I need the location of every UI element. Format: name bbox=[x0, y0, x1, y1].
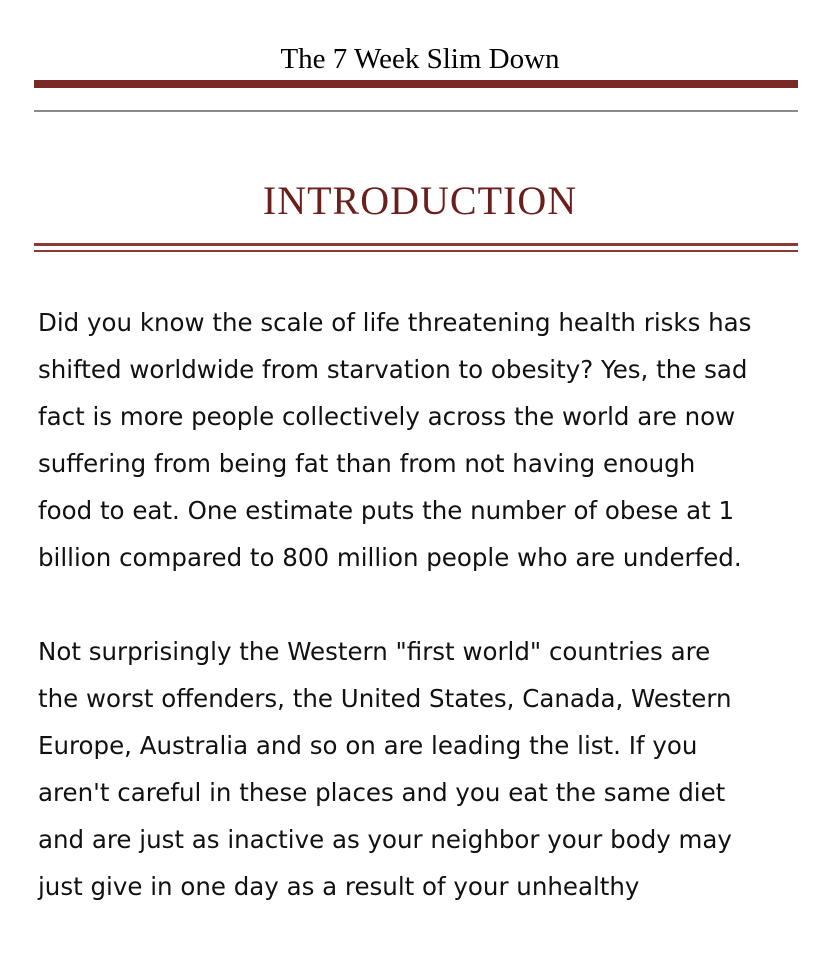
header-rule-thick bbox=[34, 80, 798, 88]
text-line: billion compared to 800 million people who are underfed. bbox=[38, 543, 742, 572]
text-line: Did you know the scale of life threatening health risks has bbox=[38, 308, 752, 337]
text-line: the worst offenders, the United States, Canada, Western bbox=[38, 684, 732, 713]
text-line: fact is more people collectively across the world are now bbox=[38, 402, 736, 431]
running-header: The 7 Week Slim Down bbox=[280, 43, 560, 75]
paragraph-2 bbox=[38, 628, 818, 910]
text-line: and are just as inactive as your neighbor your body may bbox=[38, 825, 732, 854]
text-line: food to eat. One estimate puts the number of obese at 1 bbox=[38, 496, 735, 525]
body-text bbox=[38, 299, 818, 957]
title-rule-upper bbox=[34, 243, 798, 246]
text-line: Europe, Australia and so on are leading the list. If you bbox=[38, 731, 698, 760]
header-rule-thin bbox=[34, 110, 798, 112]
paragraph-1 bbox=[38, 299, 818, 581]
text-line: just give in one day as a result of your unhealthy bbox=[38, 872, 640, 901]
title-rule-lower bbox=[34, 250, 798, 252]
chapter-title: INTRODUCTION bbox=[262, 178, 578, 223]
text-line: aren't careful in these places and you eat the same diet bbox=[38, 778, 726, 807]
text-line: Not surprisingly the Western "first world" countries are bbox=[38, 637, 711, 666]
text-line: suffering from being fat than from not having enough bbox=[38, 449, 696, 478]
text-line: shifted worldwide from starvation to obesity? Yes, the sad bbox=[38, 355, 748, 384]
